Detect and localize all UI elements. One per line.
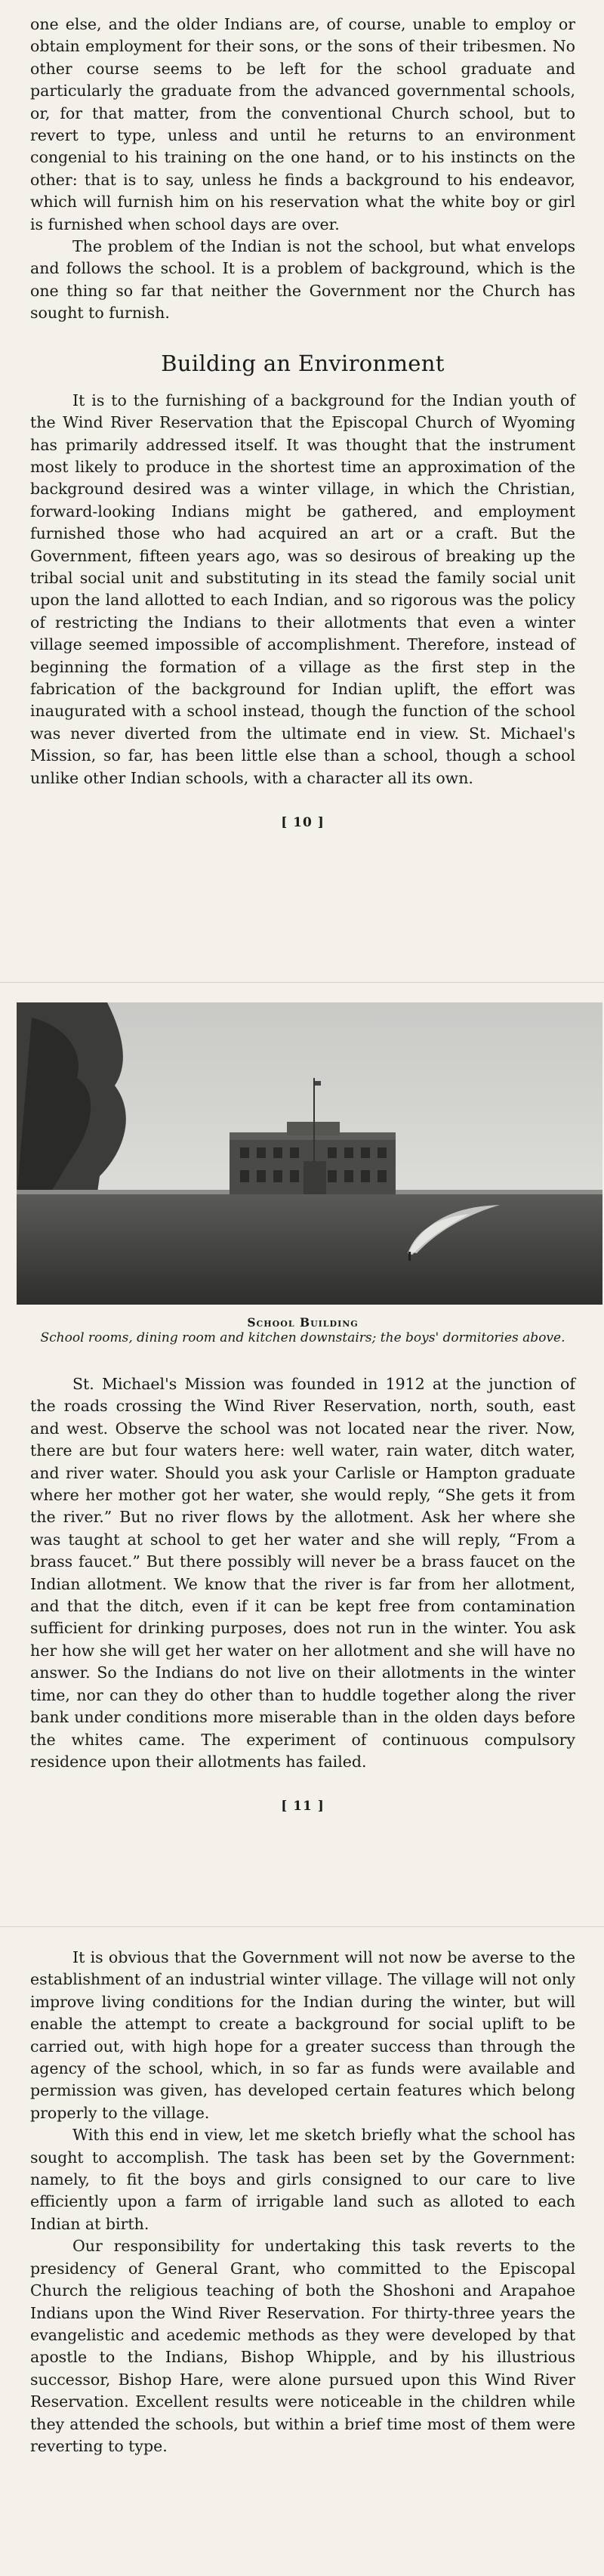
paragraph: one else, and the older Indians are, of course, unable to employ or obtain employment for their sons, or the sons of their tribesmen. No other course seems to be left for the school graduate and particularly the graduate from the advanced governmental schools, or, for that matter, from the conventional Church school, but to revert to type, unless and until he returns to an environment congenial to his training on the one hand, or to his instincts on the other: that is to say, unless he finds a background to his endeavor, which will furnish him on his reservation what the white boy or girl is furnished when school days are over. (30, 15, 575, 233)
caption-title: School Building (247, 1315, 359, 1330)
page-11 (0, 982, 604, 1926)
caption-text: School rooms, dining room and kitchen downstairs; the boys' dormitories above. (40, 1330, 565, 1345)
paragraph: It is obvious that the Government will not now be averse to the establishment of an industrial winter village. The village will not only improve living conditions for the Indian during the winter, but will enable the attempt to create a background for social uplift to be carried out, with high hope for a greater success than through the agency of the school, which, in so far as funds were available and permission was given, has developed certain features which belong properly to the village. (30, 1948, 575, 2122)
paragraph: Our responsibility for undertaking this task reverts to the presidency of General Grant, who committed to the Episcopal Church the religious teaching of both the Shoshoni and Arapahoe Indians upon the Wind River Reservation. For thirty-three years the evangelistic and acedemic methods as they were developed by that apostle to the Indians, Bishop Whipple, and by his illustrious successor, Bishop Hare, were alone pursued upon this Wind River Reservation. Excellent results were noticeable in the children while they attended the schools, but within a brief time most of them were reverting to type. (30, 2237, 575, 2455)
page-number: [ 10 ] (281, 815, 325, 830)
page-10 (0, 0, 604, 982)
school-building-photo (17, 1002, 602, 1305)
paragraph: It is to the furnishing of a background for the Indian youth of the Wind River Reservation that the Episcopal Church of Wyoming has primarily addressed itself. It was thought that the instrument most likely to produce in the shortest time an approximation of the background desired was a winter village, in which the Christian, forward-looking Indians might be gathered, and employment furnished those who had acquired an art or a craft. But the Government, fifteen years ago, was so desirous of breaking up the tribal social unit and substituting in its stead the family social unit upon the land allotted to each Indian, and so rigorous was the policy of restricting the Indians to their allotments that even a winter village seemed impossible of accomplishment. Therefore, instead of beginning the formation of a village as the first step in the fabrication of the background for Indian uplift, the effort was inaugurated with a school instead, though the function of the school was never diverted from the ultimate end in view. St. Michael's Mission, so far, has been little else than a school, though a school unlike other Indian schools, with a character all its own. (30, 391, 575, 787)
section-heading: Building an Environment (161, 350, 445, 376)
page-12 (0, 1926, 604, 2576)
photo-caption (30, 1315, 575, 1346)
page-number: [ 11 ] (281, 1799, 325, 1815)
paragraph: St. Michael's Mission was founded in 1912 at the junction of the roads crossing the Wind River Reservation, north, south, east and west. Observe the school was not located near the river. Now, there are but four waters here: well water, rain water, ditch water, and river water. Should you ask your Carlisle or Hampton graduate where her mother got her water, she would reply, “She gets it from the river.” But no river flows by the allotment. Ask her where she was taught at school to get her water and she will reply, “From a brass faucet.” But there possibly will never be a brass faucet on the Indian allotment. We know that the river is far from her allotment, and that the ditch, even if it can be kept free from contamination sufficient for drinking purposes, does not run in the winter. You ask her how she will get her water on her allotment and she will have no answer. So the Indians do not live on their allotments in the winter time, nor can they do other than to huddle together along the river bank under conditions more miserable than in the olden days before the whites came. The experiment of continuous compulsory residence upon their allotments has failed. (30, 1375, 575, 1771)
paragraph: With this end in view, let me sketch briefly what the school has sought to accomplish. The task has been set by the Government: namely, to fit the boys and girls consigned to our care to live efficiently upon a farm of irrigable land such as alloted to each Indian at birth. (30, 2126, 575, 2233)
paragraph: The problem of the Indian is not the school, but what envelops and follows the school. It is a problem of background, which is the one thing so far that neither the Government nor the Church has sought to furnish. (30, 237, 575, 323)
